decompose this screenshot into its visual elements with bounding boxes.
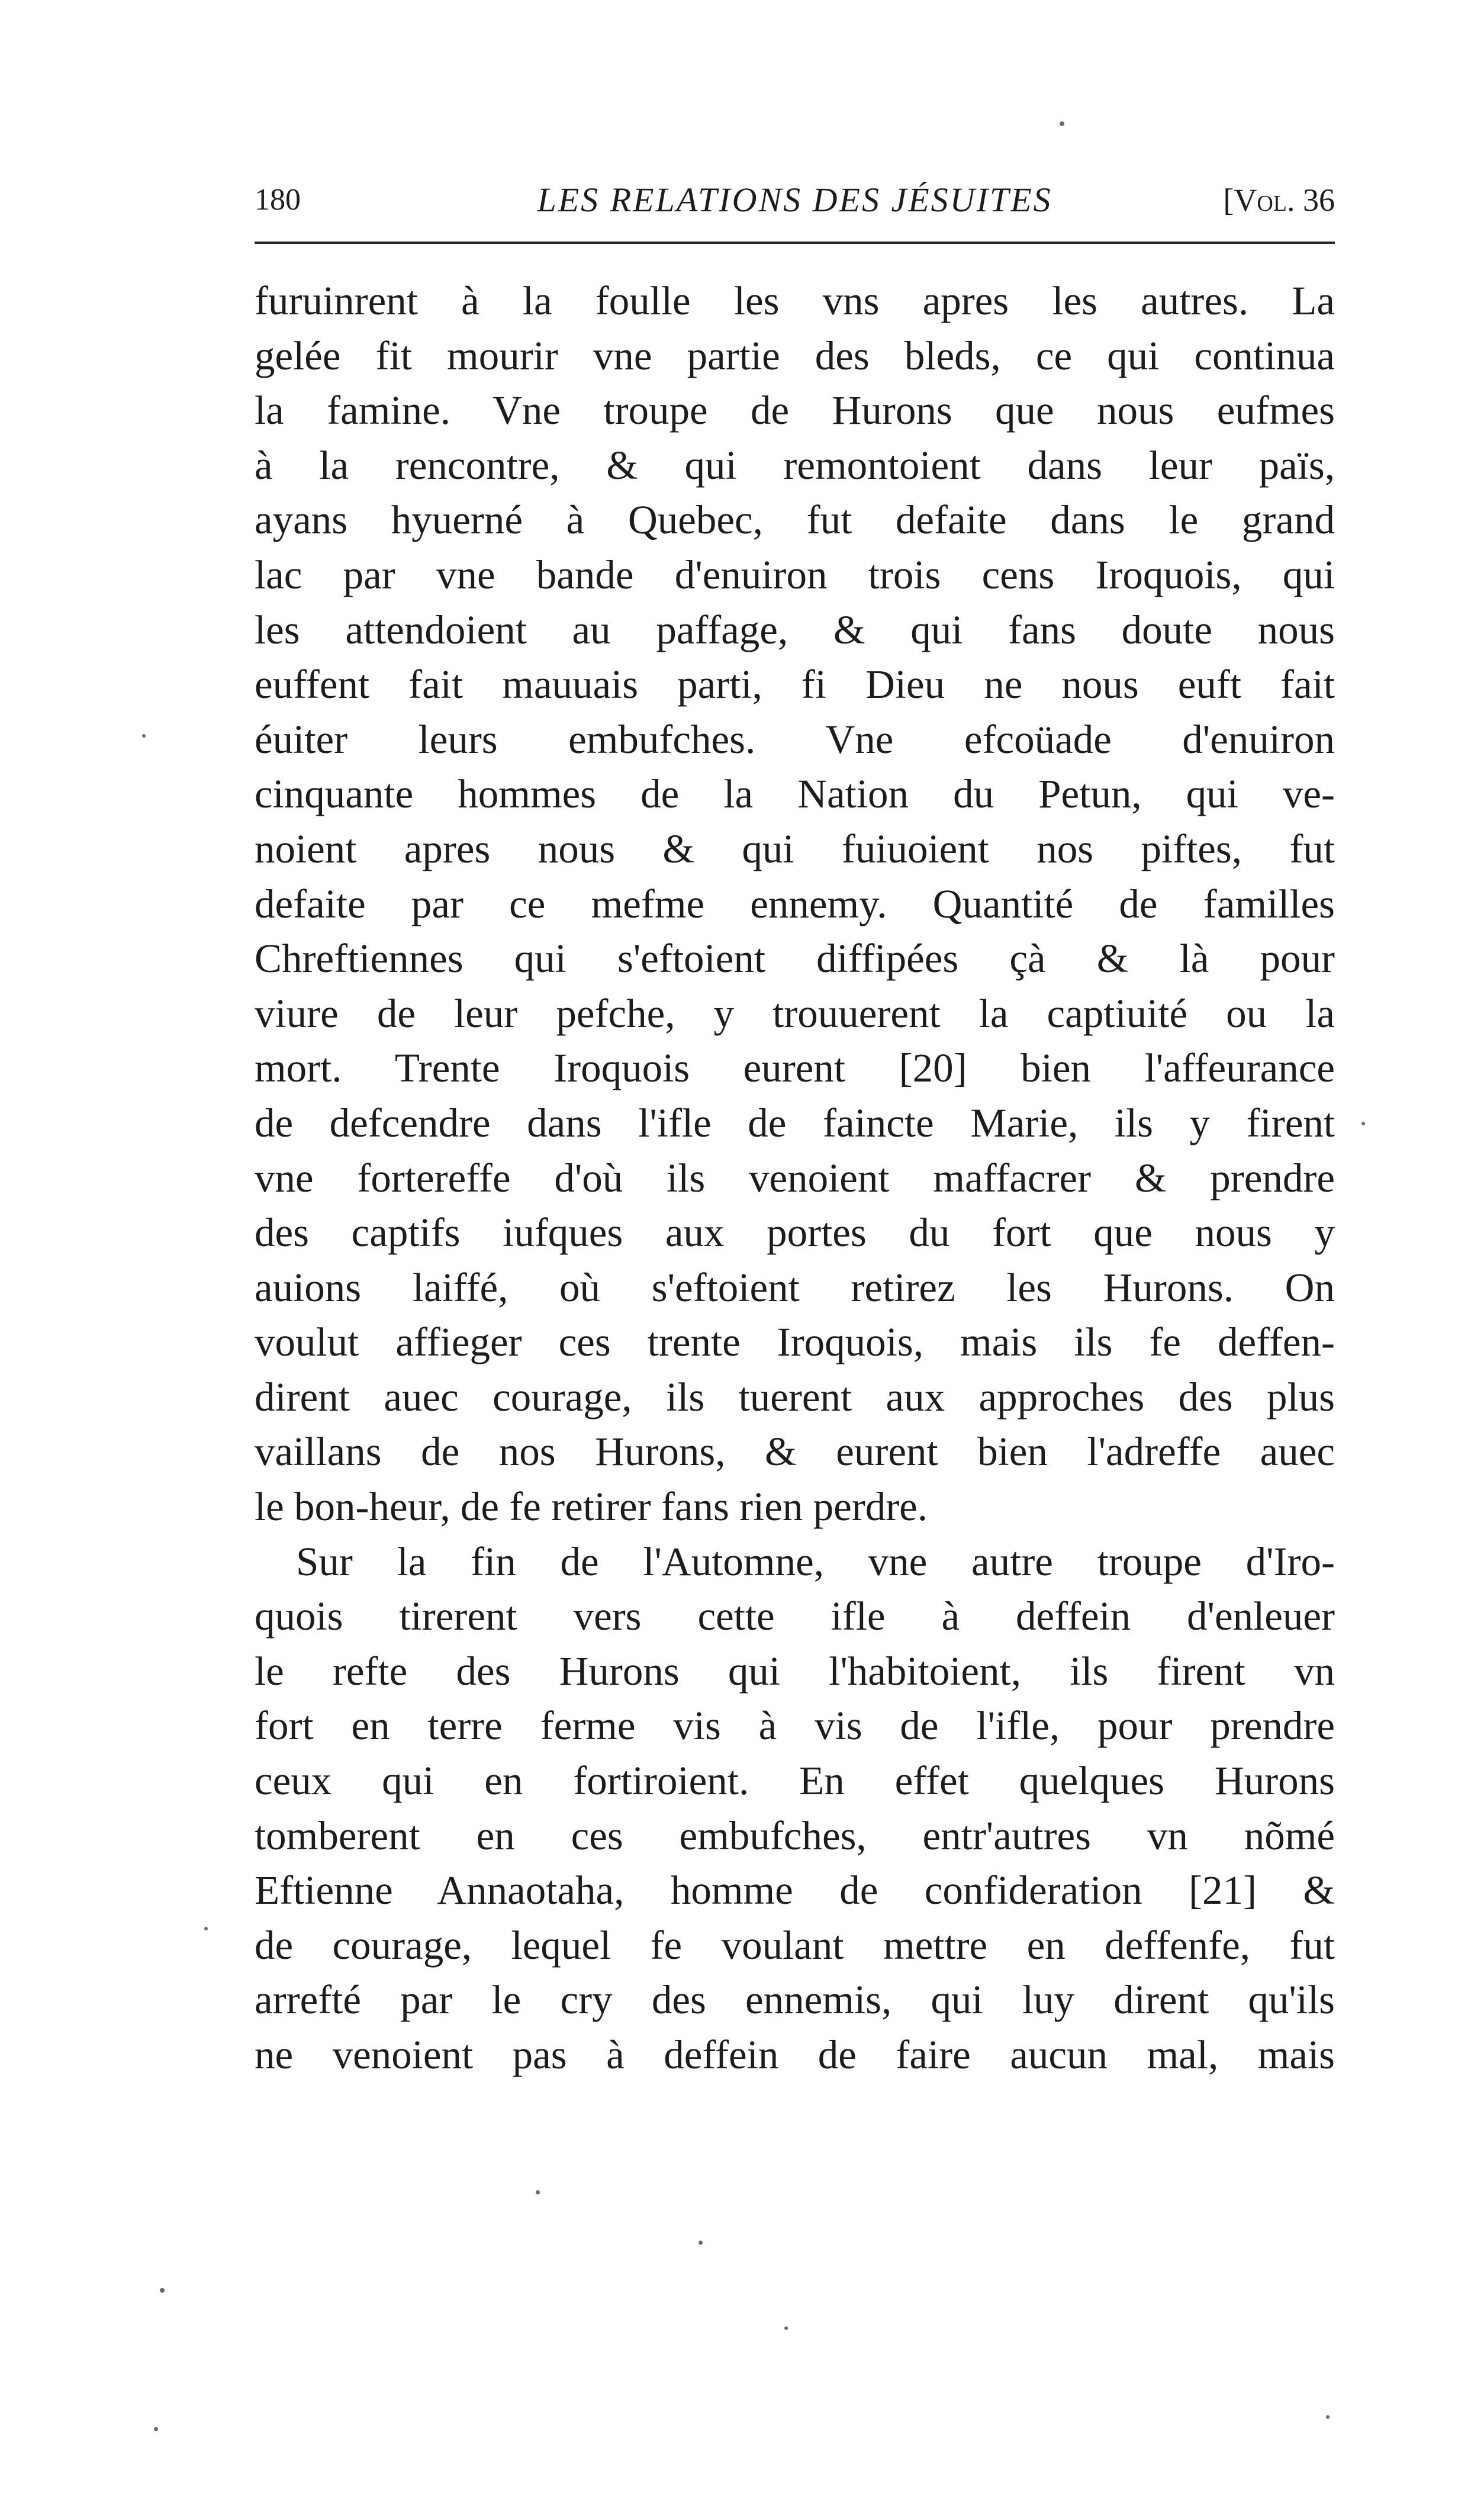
text-line: de courage, lequel fe voulant mettre en deffenfe, fut xyxy=(255,1922,1335,1968)
text-line: vaillans de nos Hurons, & eurent bien l'adreffe auec xyxy=(255,1429,1335,1475)
text-line: viure de leur pefche, y trouuerent la captiuité ou la xyxy=(255,990,1335,1036)
page-number: 180 xyxy=(255,183,301,217)
text-line: mort. Trente Iroquois eurent [20] bien l'affeurance xyxy=(255,1045,1335,1091)
scan-speck xyxy=(204,1927,208,1930)
text-line: arrefté par le cry des ennemis, qui luy dirent qu'ils xyxy=(255,1977,1335,2023)
running-header xyxy=(255,172,1335,225)
scan-speck xyxy=(699,2241,703,2245)
text-line: de defcendre dans l'ifle de faincte Marie, ils y firent xyxy=(255,1100,1335,1145)
text-line: cinquante hommes de la Nation du Petun, qui ve- xyxy=(255,771,1335,817)
text-line: la famine. Vne troupe de Hurons que nous eufmes xyxy=(255,388,1335,433)
scan-speck xyxy=(784,2326,788,2330)
paragraph-1 xyxy=(255,273,1335,1534)
text-line: ceux qui en fortiroient. En effet quelques Hurons xyxy=(255,1758,1335,1804)
text-line: quois tirerent vers cette ifle à deffein d'enleuer xyxy=(255,1594,1335,1639)
text-line: le refte des Hurons qui l'habitoient, ils firent vn xyxy=(255,1648,1335,1694)
text-line: euffent fait mauuais parti, fi Dieu ne nous euft fait xyxy=(255,662,1335,707)
text-line: dirent auec courage, ils tuerent aux approches des plus xyxy=(255,1374,1335,1420)
text-line: à la rencontre, & qui remontoient dans leur païs, xyxy=(255,442,1335,488)
text-line: Sur la fin de l'Automne, vne autre troupe d'Iro- xyxy=(296,1539,1335,1584)
scan-speck xyxy=(536,2190,540,2194)
text-line: des captifs iufques aux portes du fort que nous y xyxy=(255,1210,1335,1256)
running-title: LES RELATIONS DES JÉSUITES xyxy=(537,181,1052,219)
text-line: lac par vne bande d'enuiron trois cens Iroquois, qui xyxy=(255,552,1335,597)
text-line: noient apres nous & qui fuiuoient nos piftes, fut xyxy=(255,826,1335,871)
text-line: le bon-heur, de fe retirer fans rien perdre. xyxy=(255,1484,928,1530)
text-line: defaite par ce mefme ennemy. Quantité de familles xyxy=(255,881,1335,926)
text-line: furuinrent à la foulle les vns apres les autres. La xyxy=(255,278,1335,323)
text-line: tomberent en ces embufches, entr'autres vn nõmé xyxy=(255,1813,1335,1858)
text-line: les attendoient au paffage, & qui fans doute nous xyxy=(255,607,1335,652)
text-line: vne fortereffe d'où ils venoient maffacrer & prendre xyxy=(255,1155,1335,1201)
body-text xyxy=(255,273,1335,2083)
scan-speck xyxy=(160,2288,165,2293)
scan-speck xyxy=(154,2427,158,2431)
scan-speck xyxy=(1060,121,1064,126)
text-line: ne venoient pas à deffein de faire aucun mal, mais xyxy=(255,2032,1335,2077)
paragraph-2 xyxy=(255,1534,1335,2083)
text-line: voulut affieger ces trente Iroquois, mais ils fe deffen- xyxy=(255,1319,1335,1365)
scan-speck xyxy=(142,734,146,738)
text-line: Eftienne Annaotaha, homme de confideration [21] & xyxy=(255,1868,1335,1913)
volume-label: [Vol. 36 xyxy=(1223,182,1335,218)
scan-speck xyxy=(1361,1122,1365,1125)
header-rule xyxy=(255,242,1335,244)
text-line: éuiter leurs embufches. Vne efcoüade d'enuiron xyxy=(255,716,1335,762)
text-line: fort en terre ferme vis à vis de l'ifle, pour prendre xyxy=(255,1703,1335,1749)
text-line: auions laiffé, où s'eftoient retirez les Hurons. On xyxy=(255,1264,1335,1310)
text-line: ayans hyuerné à Quebec, fut defaite dans le grand xyxy=(255,497,1335,543)
text-line: gelée fit mourir vne partie des bleds, ce qui continua xyxy=(255,333,1335,378)
text-line: Chreftiennes qui s'eftoient diffipées çà & là pour xyxy=(255,936,1335,981)
scan-speck xyxy=(1326,2415,1330,2419)
